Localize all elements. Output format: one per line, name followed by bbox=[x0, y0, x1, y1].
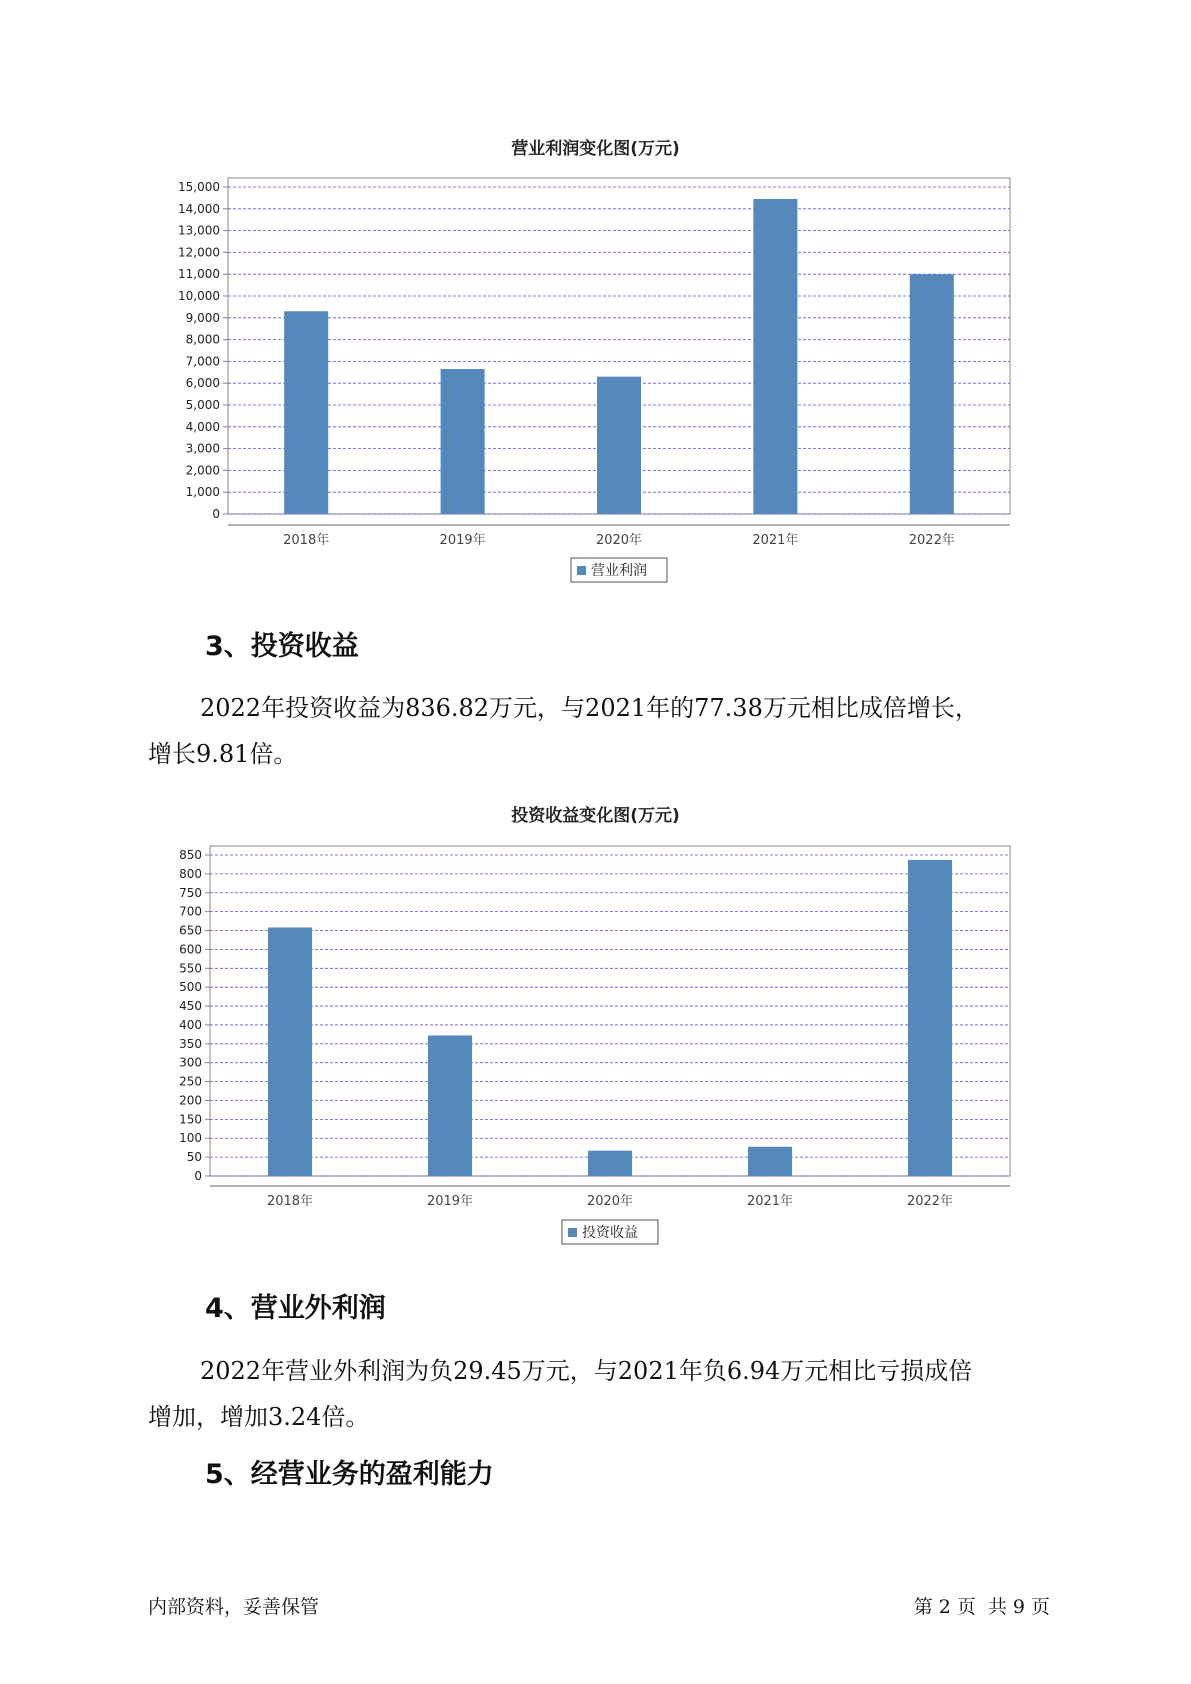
chart2-category-label: 2022年 bbox=[906, 1194, 954, 1209]
chart2-legend-label: 投资收益 bbox=[582, 1225, 638, 1241]
section-3-heading: 3、投资收益 bbox=[205, 631, 359, 662]
chart2-category-label: 2021年 bbox=[746, 1194, 794, 1209]
footer-total-suffix: 页 bbox=[1030, 1596, 1050, 1618]
footer-page-num: 2 bbox=[938, 1596, 951, 1618]
chart2-bar-2021年 bbox=[748, 1147, 792, 1176]
chart1-category-label: 2021年 bbox=[752, 533, 799, 548]
chart1-ytick-label: 8,000 bbox=[185, 332, 220, 347]
chart2-ytick-label: 50 bbox=[186, 1150, 202, 1165]
chart1-ytick-label: 9,000 bbox=[185, 310, 220, 325]
footer-page-prefix: 第 bbox=[913, 1596, 933, 1618]
chart2-plot-frame bbox=[210, 846, 1010, 1176]
chart1-ytick-label: 11,000 bbox=[178, 267, 220, 282]
chart2-ytick-label: 200 bbox=[179, 1093, 202, 1108]
chart1-category-label: 2019年 bbox=[439, 533, 486, 548]
chart1-ytick-label: 14,000 bbox=[178, 201, 220, 216]
chart1-ytick-label: 7,000 bbox=[185, 354, 220, 369]
chart1-legend-label: 营业利润 bbox=[591, 563, 647, 579]
chart2-ytick-label: 400 bbox=[179, 1017, 202, 1032]
chart2-ytick-label: 550 bbox=[179, 961, 202, 976]
chart2-ytick-label: 300 bbox=[179, 1055, 202, 1070]
section-4-line1: 2022年营业外利润为负29.45万元，与2021年负6.94万元相比亏损成倍 bbox=[200, 1357, 973, 1385]
chart1-ytick-label: 0 bbox=[212, 507, 220, 521]
chart1-ytick-label: 3,000 bbox=[185, 441, 220, 456]
chart2-ytick-label: 500 bbox=[179, 980, 202, 995]
chart1-category-label: 2018年 bbox=[283, 533, 330, 548]
chart2-ytick-label: 450 bbox=[179, 999, 202, 1014]
chart2-ytick-label: 100 bbox=[179, 1131, 202, 1146]
chart2-category-label: 2018年 bbox=[266, 1194, 314, 1209]
chart2-ytick-label: 350 bbox=[179, 1036, 202, 1051]
chart2-bar-2020年 bbox=[588, 1151, 632, 1176]
chart2-ytick-label: 600 bbox=[179, 942, 202, 957]
chart2-category-label: 2019年 bbox=[426, 1194, 474, 1209]
chart2-ytick-label: 850 bbox=[179, 848, 202, 862]
footer-confidential: 内部资料，妥善保管 bbox=[148, 1596, 320, 1618]
chart2-ytick-label: 150 bbox=[179, 1112, 202, 1127]
section-3-line2: 增长9.81倍。 bbox=[148, 740, 298, 768]
footer-total-num: 9 bbox=[1012, 1596, 1025, 1618]
chart1-title: 营业利润变化图(万元) bbox=[511, 139, 680, 159]
chart2-ytick-label: 250 bbox=[179, 1074, 202, 1089]
section-5-heading: 5、经营业务的盈利能力 bbox=[205, 1459, 494, 1490]
chart1-ytick-label: 13,000 bbox=[178, 223, 220, 238]
chart1-ytick-label: 2,000 bbox=[185, 463, 220, 478]
chart2-legend-swatch bbox=[568, 1228, 577, 1237]
chart1-ytick-label: 4,000 bbox=[185, 419, 220, 434]
chart2-bar-2018年 bbox=[268, 928, 312, 1176]
chart1-ytick-label: 5,000 bbox=[185, 398, 220, 412]
chart2-title: 投资收益变化图(万元) bbox=[511, 806, 680, 826]
chart2-ytick-label: 800 bbox=[179, 866, 202, 881]
chart2-ytick-label: 700 bbox=[179, 904, 202, 919]
footer-total-prefix: 共 bbox=[987, 1596, 1007, 1618]
chart1-ytick-label: 12,000 bbox=[178, 245, 220, 260]
chart2-category-label: 2020年 bbox=[586, 1194, 634, 1209]
footer-page-number bbox=[911, 1592, 1053, 1619]
chart1-ytick-label: 6,000 bbox=[185, 376, 220, 391]
chart1-category-label: 2022年 bbox=[908, 533, 955, 548]
section-4-paragraph bbox=[148, 1348, 1068, 1440]
section-4-heading: 4、营业外利润 bbox=[205, 1293, 386, 1324]
chart2-bar-2022年 bbox=[908, 860, 952, 1176]
footer-page-mid: 页 bbox=[956, 1596, 976, 1618]
chart2-ytick-label: 650 bbox=[179, 923, 202, 938]
chart1-category-label: 2020年 bbox=[595, 533, 643, 548]
chart2-bar-2019年 bbox=[428, 1036, 472, 1176]
chart1-ytick-label: 15,000 bbox=[178, 180, 220, 194]
chart1-ytick-label: 1,000 bbox=[185, 485, 220, 500]
chart2-ytick-label: 750 bbox=[179, 885, 202, 900]
chart1-ytick-label: 10,000 bbox=[178, 289, 220, 303]
section-4-line2: 增加，增加3.24倍。 bbox=[148, 1403, 370, 1431]
section-3-line1: 2022年投资收益为836.82万元，与2021年的77.38万元相比成倍增长， bbox=[200, 694, 979, 722]
chart2-ytick-label: 0 bbox=[194, 1169, 202, 1183]
